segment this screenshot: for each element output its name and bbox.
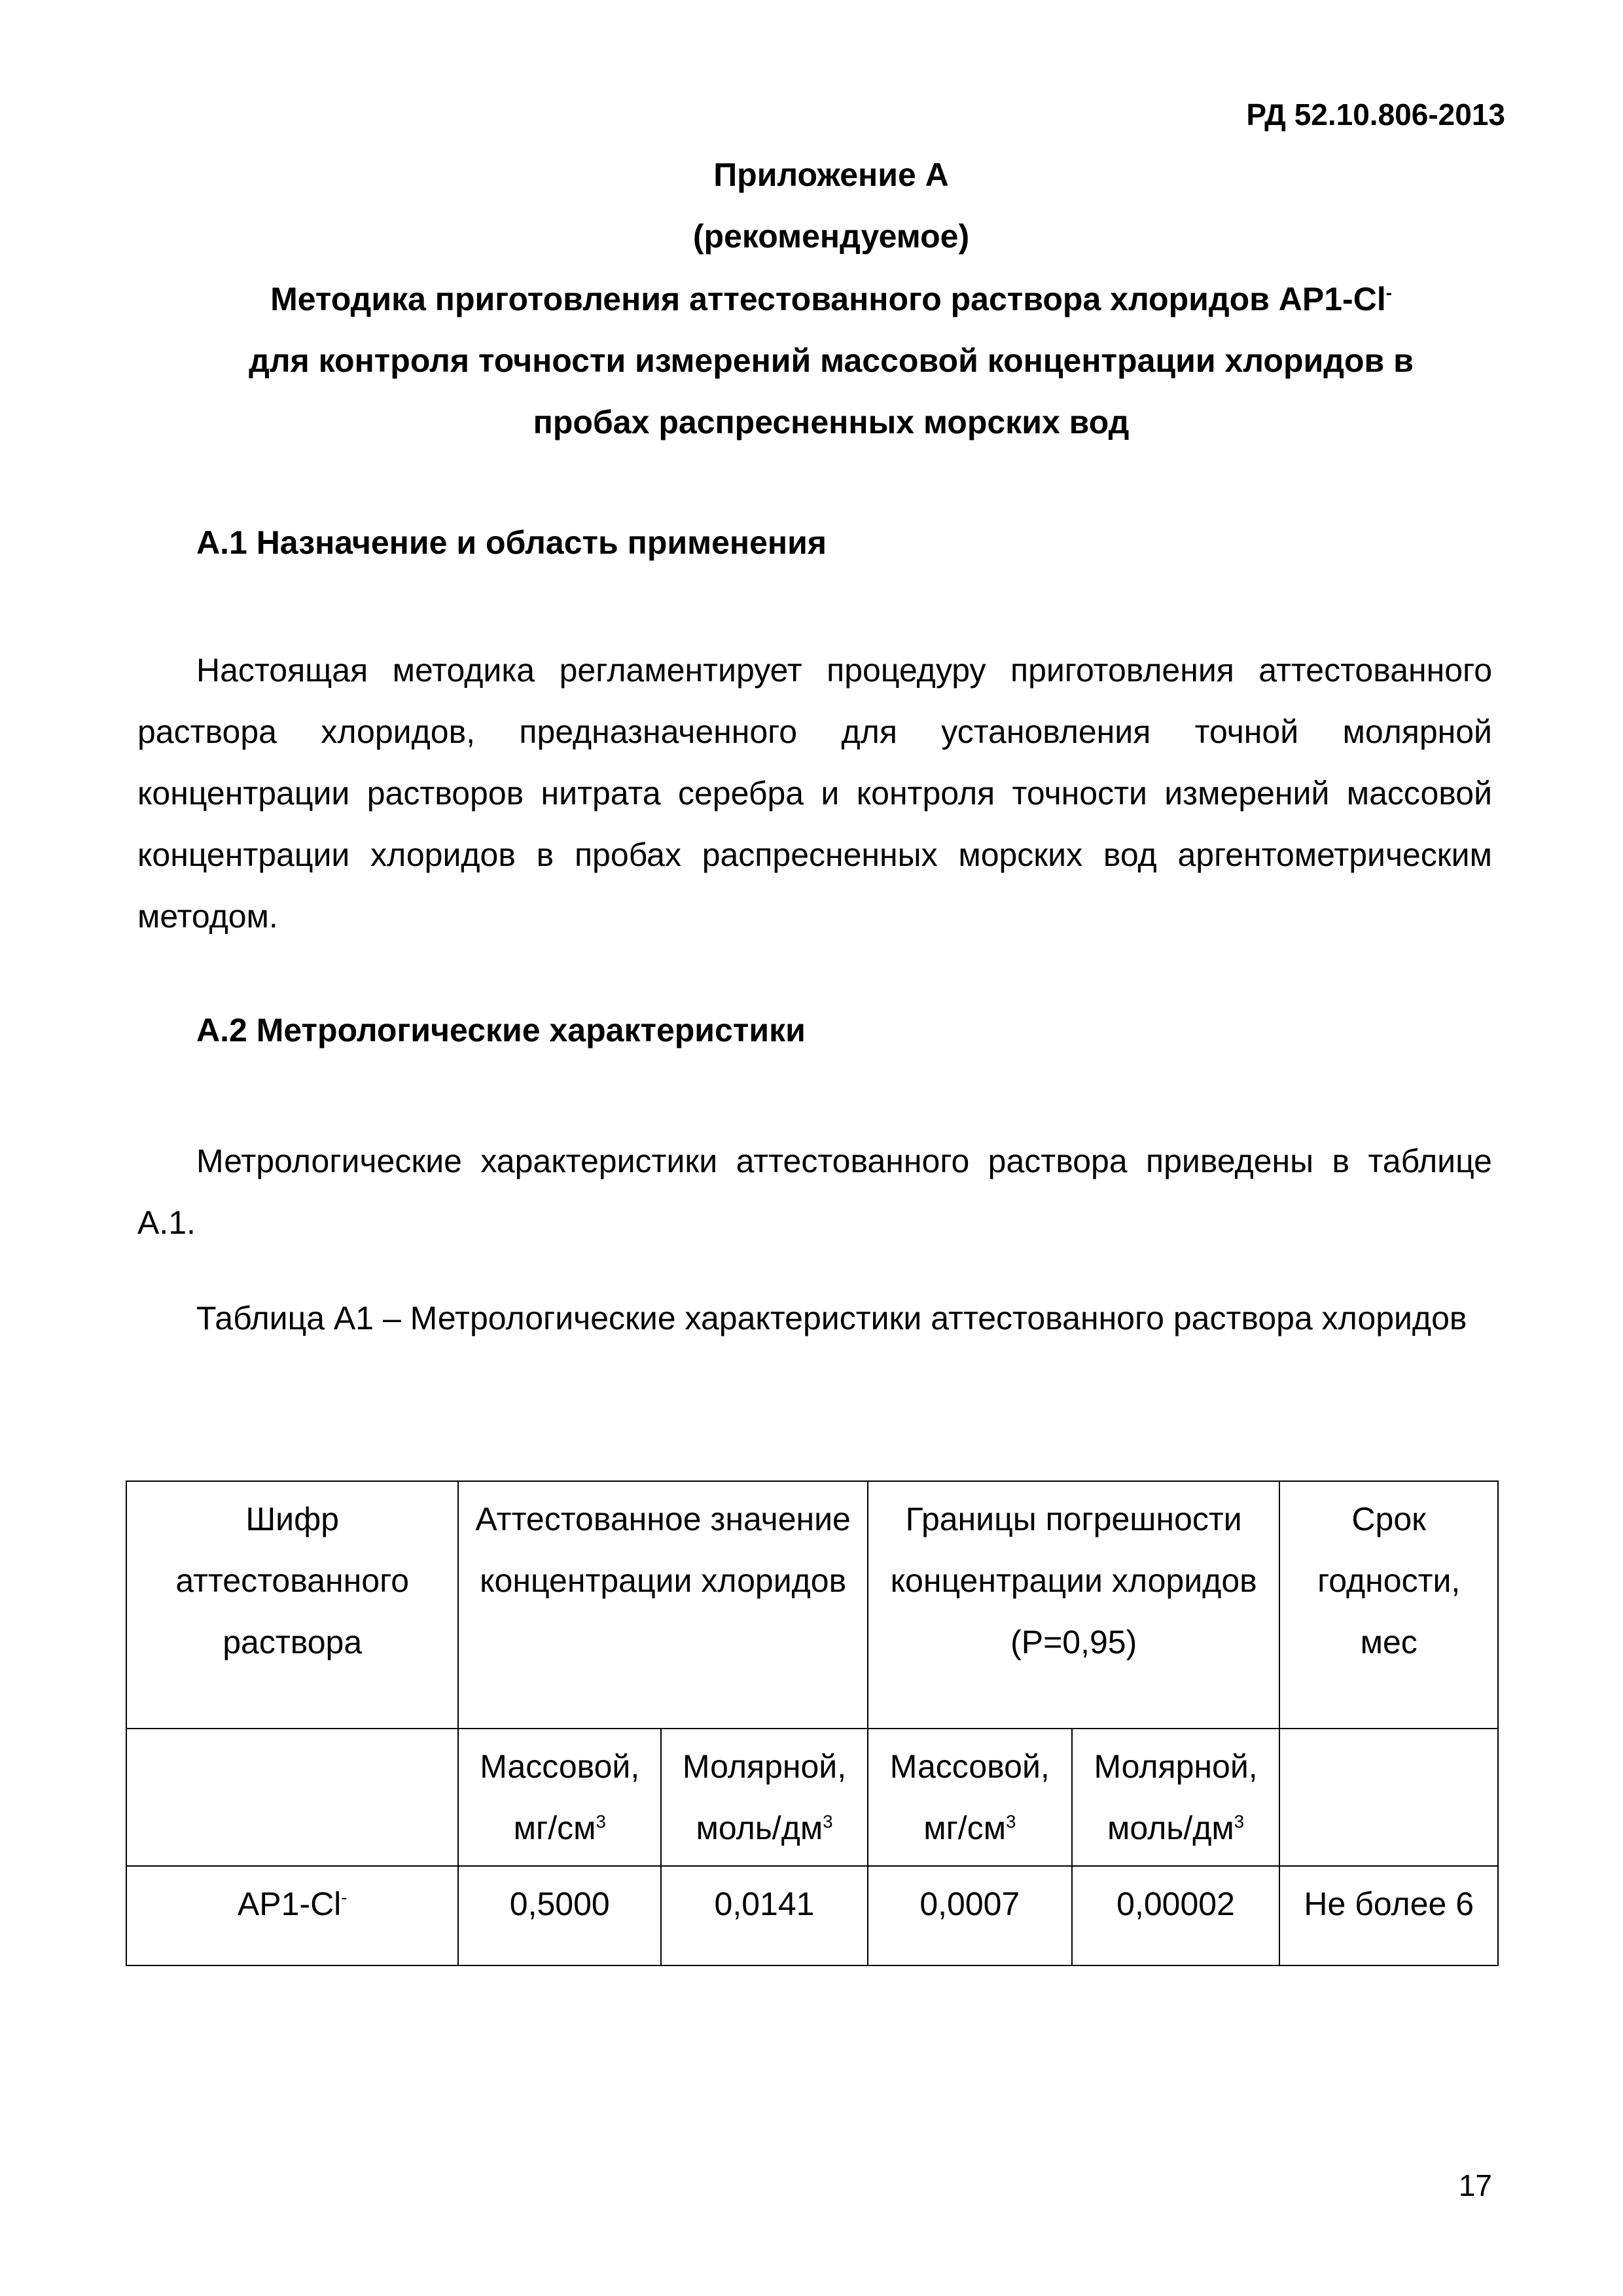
cell-molar-value: 0,0141: [661, 1866, 868, 1965]
section-a2-text: Метрологические характеристики аттестованного раствора приведены в таблице А.1.: [137, 1143, 1492, 1241]
appendix-title-line-1-text: Методика приготовления аттестованного раствора хлоридов АР1-Cl: [270, 281, 1386, 317]
header-certified-value: Аттестованное значение концентрации хлоридов: [458, 1481, 868, 1729]
section-a2-heading: А.2 Метрологические характеристики: [196, 1012, 806, 1049]
appendix-label: Приложение А: [713, 156, 949, 193]
cell-mass-error: 0,0007: [868, 1866, 1072, 1965]
header-shelf-life: Срок годности, мес: [1279, 1481, 1498, 1729]
header-error-limits: Границы погрешности концентрации хлоридов (Р=0,95): [868, 1481, 1280, 1729]
subheader-mass-error: Массовой, $мг/см^3$: [868, 1729, 1072, 1866]
chloride-charge-superscript: -: [1385, 282, 1392, 303]
metrology-table: [126, 1480, 1499, 1966]
table-subheader-row: [126, 1729, 1498, 1866]
section-a1-heading: А.1 Назначение и область применения: [196, 524, 827, 561]
cell-code: АР1-Cl-: [126, 1866, 458, 1965]
cell-shelf-life: Не более 6: [1279, 1866, 1498, 1965]
table-caption: Таблица А1 – Метрологические характеристики аттестованного раствора хлоридов: [196, 1300, 1467, 1336]
appendix-type: (рекомендуемое): [692, 218, 970, 255]
appendix-title-line-3: пробах распресненных морских вод: [533, 404, 1130, 440]
page-number: 17: [1458, 2168, 1492, 2202]
cell-molar-error: 0,00002: [1072, 1866, 1280, 1965]
cell-mass-value: 0,5000: [458, 1866, 661, 1965]
subheader-mass-value: Массовой, $мг/см^3$: [458, 1729, 661, 1866]
table-header-row: [126, 1481, 1498, 1729]
subheader-molar-value: Молярной, моль/$дм^3$: [661, 1729, 868, 1866]
appendix-title-line-2: для контроля точности измерений массовой концентрации хлоридов в: [249, 342, 1414, 379]
subheader-empty-right: [1279, 1729, 1498, 1866]
subheader-empty-left: [126, 1729, 458, 1866]
subheader-molar-error: Молярной, моль/$дм^3$: [1072, 1729, 1280, 1866]
appendix-title-line-1: [164, 280, 1499, 318]
header-code: Шифр аттестованного раствора: [126, 1481, 458, 1729]
table-row: [126, 1866, 1498, 1965]
document-code: РД 52.10.806-2013: [1246, 98, 1505, 132]
section-a1-text: Настоящая методика регламентирует процедуру приготовления аттестованного раствора хлоридов, предназначенного для установления точной молярной концентрации растворов нитрата серебра и контроля точности измерений массовой концентрации хлоридов в пробах распресненных морских вод аргентометрическим методом.: [137, 652, 1492, 935]
